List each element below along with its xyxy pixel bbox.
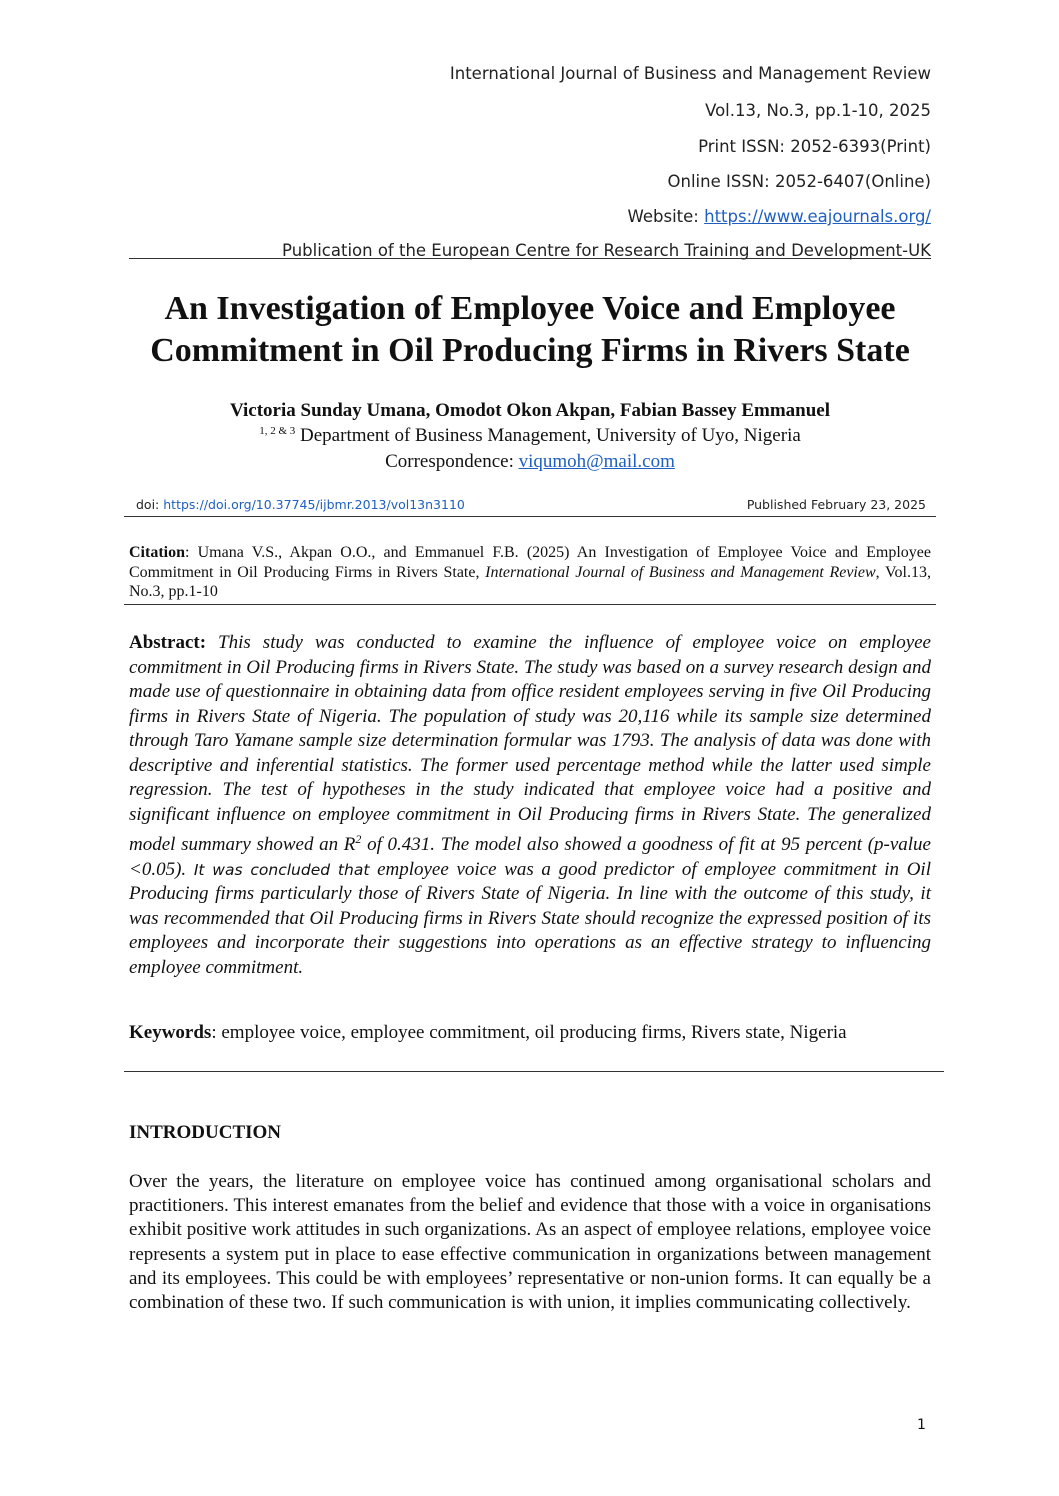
citation-label: Citation — [129, 544, 185, 561]
citation-journal: International Journal of Business and Management Review — [485, 563, 876, 581]
introduction-paragraph: Over the years, the literature on employee voice has continued among organisational scholars and practitioners. This interest emanates from the belief and evidence that those with a voice in organisations exhibit positive work attitudes in such organizations. As an aspect of employee relations, employee voice represents a system put in place to ease effective communication in organizations between management and its employees. This could be with employees’ representative or non-union forms. It can equally be a combination of these two. If such communication is with union, it implies communicating collectively. — [129, 1171, 931, 1314]
doi — [136, 497, 465, 512]
keywords-label: Keywords — [129, 1022, 212, 1043]
doi-divider — [124, 516, 936, 517]
title-line-1: An Investigation of Employee Voice and Employee — [164, 290, 896, 327]
correspondence-email-link[interactable]: viqumoh@mail.com — [518, 451, 675, 472]
abstract-text-1: This study was conducted to examine the influence of employee voice on employee commitment in Oil Producing firms in Rivers State. The study was based on a survey research design and made use of questionnaire in obtaining data from office resident employees serving in five Oil Producing firms in Rivers State of Nigeria. The population of study was 20,116 while its sample size determined through Taro Yamane sample size determination formular was 1793. The analysis of data was done with descriptive and inferential statistics. The former used percentage method while the latter used simple regression. The test of hypotheses in the study indicated that employee voice had a positive and significant influence on employee commitment in Oil Producing firms in Rivers State. The generalized model summary showed an R — [129, 632, 931, 855]
volume-info: Vol.13, No.3, pp.1-10, 2025 — [705, 101, 931, 120]
online-issn: Online ISSN: 2052-6407(Online) — [667, 172, 931, 191]
affiliation-marks: 1, 2 & 3 — [259, 425, 296, 437]
abstract-r-squared-sup: 2 — [355, 832, 362, 846]
doi-link[interactable]: https://doi.org/10.37745/ijbmr.2013/vol13n3110 — [163, 497, 465, 512]
paper-title — [100, 288, 960, 372]
header-divider — [129, 258, 931, 259]
keywords-divider — [124, 1071, 944, 1072]
print-issn: Print ISSN: 2052-6393(Print) — [698, 137, 931, 156]
affiliation — [100, 425, 960, 447]
doi-row — [128, 497, 934, 512]
website-line — [628, 207, 931, 226]
citation-details: , Vol.13, No.3, pp.1-10 — [129, 563, 931, 600]
correspondence — [100, 451, 960, 473]
page-number: 1 — [917, 1417, 926, 1433]
correspondence-label: Correspondence: — [385, 451, 519, 472]
title-line-2: Commitment in Oil Producing Firms in Rivers State — [150, 332, 910, 369]
affiliation-text: Department of Business Management, University of Uyo, Nigeria — [295, 425, 801, 446]
keywords — [129, 1021, 889, 1046]
abstract-text-2: of 0.431. The model also showed a goodness of fit at 95 percent (p-value <0.05). — [129, 834, 931, 880]
citation-divider — [124, 604, 936, 605]
citation — [129, 543, 931, 602]
abstract — [129, 631, 931, 980]
abstract-text-3: employee voice was a good predictor of employee commitment in Oil Producing firms particularly those of Rivers State of Nigeria. In line with the outcome of this study, it was recommended that Oil Producing firms in Rivers State should recognize the expressed position of its employees and incorporate their suggestions into operations as an effective strategy to influencing employee commitment. — [129, 858, 931, 978]
publisher-line: Publication of the European Centre for Research Training and Development-UK — [282, 241, 931, 260]
doi-label: doi: — [136, 497, 164, 512]
abstract-label: Abstract: — [129, 632, 207, 653]
website-link[interactable]: https://www.eajournals.org/ — [704, 207, 931, 226]
author-list: Victoria Sunday Umana, Omodot Okon Akpan, Fabian Bassey Emmanuel — [229, 400, 831, 421]
citation-text: : Umana V.S., Akpan O.O., and Emmanuel F.B. (2025) An Investigation of Employee Voice and Employee Commitment in Oil Producing Firms in Rivers State, — [129, 544, 931, 581]
introduction-heading: INTRODUCTION — [129, 1122, 282, 1143]
journal-name: International Journal of Business and Management Review — [449, 64, 931, 83]
abstract-text-conclusion: It was concluded that — [193, 860, 370, 879]
published-date: Published February 23, 2025 — [746, 497, 926, 512]
website-label: Website: — [627, 207, 705, 226]
keywords-text: : employee voice, employee commitment, oil producing firms, Rivers state, Nigeria — [211, 1022, 847, 1043]
